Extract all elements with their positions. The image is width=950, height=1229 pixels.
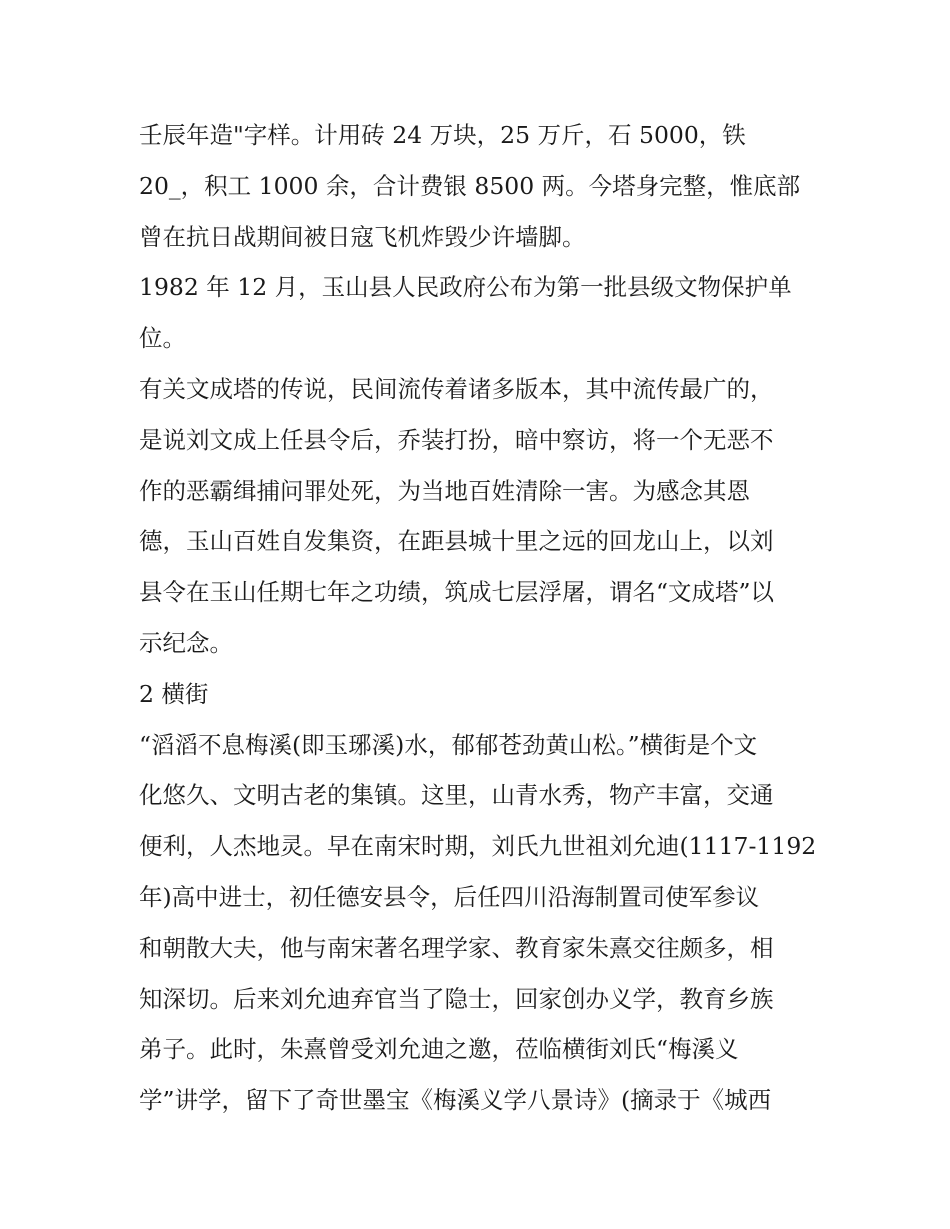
- text-line: “滔滔不息梅溪(即玉琊溪)水，郁郁苍劲黄山松。”横街是个文: [139, 730, 758, 759]
- text-line: 有关文成塔的传说，民间流传着诸多版本，其中流传最广的，: [139, 374, 774, 403]
- text-line: 位。: [139, 324, 186, 353]
- text-line: 和朝散大夫，他与南宋著名理学家、教育家朱熹交往颇多，相: [139, 933, 774, 962]
- text-line: 学”讲学，留下了奇世墨宝《梅溪义学八景诗》(摘录于《城西: [139, 1086, 772, 1115]
- text-line: 县令在玉山任期七年之功绩，筑成七层浮屠，谓名“文成塔”以: [139, 578, 775, 607]
- text-line: 1982 年 12 月，玉山县人民政府公布为第一批县级文物保护单: [139, 273, 792, 302]
- text-line: 德，玉山百姓自发集资，在距县城十里之远的回龙山上，以刘: [139, 527, 774, 556]
- text-line: 年)高中进士，初任德安县令，后任四川沿海制置司使军参议: [139, 882, 760, 911]
- text-line: 曾在抗日战期间被日寇飞机炸毁少许墙脚。: [139, 222, 586, 251]
- document-body: [139, 110, 819, 1126]
- text-line: 弟子。此时，朱熹曾受刘允迪之邀，莅临横街刘氏“梅溪义: [139, 1035, 739, 1064]
- text-line: 20_，积工 1000 余，合计费银 8500 两。今塔身完整，惟底部: [139, 171, 801, 200]
- section-heading: 2 横街: [139, 679, 209, 708]
- text-line: 知深切。后来刘允迪弃官当了隐士，回家创办义学，教育乡族: [139, 984, 774, 1013]
- text-line: 便利，人杰地灵。早在南宋时期，刘氏九世祖刘允迪(1117-1192: [139, 832, 817, 861]
- text-line: 壬辰年造"字样。计用砖 24 万块，25 万斤，石 5000，铁: [139, 121, 746, 149]
- text-line: 化悠久、文明古老的集镇。这里，山青水秀，物产丰富，交通: [139, 781, 774, 810]
- text-line: 是说刘文成上任县令后，乔装打扮，暗中察访，将一个无恶不: [139, 425, 774, 454]
- text-line: 作的恶霸缉捕问罪处死，为当地百姓清除一害。为感念其恩: [139, 476, 750, 505]
- text-line: 示纪念。: [139, 628, 233, 657]
